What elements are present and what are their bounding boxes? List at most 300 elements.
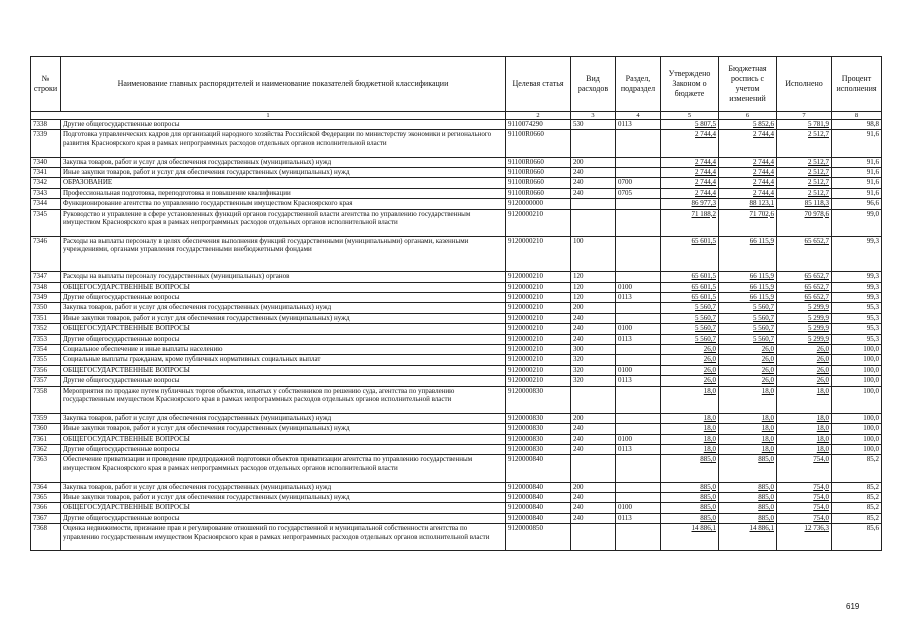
row-percent: 100,0 [832,434,882,444]
row-expense-type: 240 [571,334,616,344]
row-approved: 18,0 [661,444,719,454]
row-percent: 100,0 [832,386,882,413]
row-approved: 2 744,4 [661,130,719,157]
row-section: 0705 [616,188,661,198]
row-executed: 2 512,7 [777,130,832,157]
table-row [31,386,882,413]
row-approved: 5 560,7 [661,334,719,344]
row-section: 0113 [616,376,661,386]
row-percent: 91,6 [832,188,882,198]
row-executed: 5 299,9 [777,334,832,344]
row-expense-type: 320 [571,355,616,365]
row-approved: 885,0 [661,492,719,502]
column-number-row [31,112,882,120]
row-percent: 85,2 [832,503,882,513]
row-section [616,345,661,355]
table-row [31,313,882,323]
row-expense-type [571,524,616,551]
column-number: 2 [506,112,571,120]
row-budget-schedule: 18,0 [719,424,777,434]
table-row [31,355,882,365]
row-percent: 85,6 [832,524,882,551]
row-name: Иные закупки товаров, работ и услуг для обеспечения государственных (муниципальных) нужд [61,167,506,177]
table-row [31,199,882,209]
budget-table [30,56,882,551]
row-section [616,492,661,502]
row-target-article: 91100R0660 [506,130,571,157]
row-number: 7349 [31,293,61,303]
row-target-article: 9120000840 [506,513,571,523]
row-section [616,209,661,236]
column-number: 1 [31,112,506,120]
header-expense-type: Вид расходов [571,57,616,112]
row-number: 7361 [31,434,61,444]
row-section: 0113 [616,120,661,130]
row-name: Иные закупки товаров, работ и услуг для обеспечения государственных (муниципальных) нужд [61,424,506,434]
row-section: 0100 [616,434,661,444]
row-executed: 70 978,6 [777,209,832,236]
row-percent: 100,0 [832,345,882,355]
row-executed: 85 118,3 [777,199,832,209]
row-number: 7356 [31,365,61,375]
row-approved: 26,0 [661,376,719,386]
row-percent: 100,0 [832,424,882,434]
row-executed: 65 652,7 [777,272,832,282]
row-approved: 65 601,5 [661,293,719,303]
table-row [31,236,882,272]
row-percent: 99,0 [832,209,882,236]
row-percent: 100,0 [832,365,882,375]
row-target-article: 9120000210 [506,355,571,365]
row-number: 7353 [31,334,61,344]
row-executed: 18,0 [777,444,832,454]
row-approved: 26,0 [661,345,719,355]
row-expense-type: 240 [571,188,616,198]
row-approved: 885,0 [661,455,719,482]
row-section [616,236,661,272]
row-number: 7347 [31,272,61,282]
table-row [31,413,882,423]
table-row [31,120,882,130]
row-section [616,413,661,423]
row-number: 7368 [31,524,61,551]
row-expense-type [571,209,616,236]
row-target-article: 9120000850 [506,524,571,551]
table-row [31,282,882,292]
row-target-article: 9120000840 [506,455,571,482]
table-row [31,209,882,236]
row-name: Другие общегосударственные вопросы [61,513,506,523]
row-expense-type: 300 [571,345,616,355]
row-number: 7348 [31,282,61,292]
row-number: 7344 [31,199,61,209]
row-target-article: 9120000840 [506,503,571,513]
row-percent: 100,0 [832,376,882,386]
row-budget-schedule: 5 852,6 [719,120,777,130]
row-executed: 5 299,9 [777,324,832,334]
row-number: 7363 [31,455,61,482]
row-budget-schedule: 18,0 [719,434,777,444]
row-section [616,524,661,551]
row-number: 7338 [31,120,61,130]
row-target-article: 9110074290 [506,120,571,130]
row-budget-schedule: 5 560,7 [719,313,777,323]
table-row [31,492,882,502]
row-number: 7351 [31,313,61,323]
row-approved: 18,0 [661,434,719,444]
column-number: 7 [777,112,832,120]
row-target-article: 91100R0660 [506,178,571,188]
row-number: 7362 [31,444,61,454]
row-approved: 2 744,4 [661,178,719,188]
row-name: ОБЩЕГОСУДАРСТВЕННЫЕ ВОПРОСЫ [61,324,506,334]
row-executed: 18,0 [777,386,832,413]
row-section [616,424,661,434]
row-name: Закупка товаров, работ и услуг для обеспечения государственных (муниципальных) нужд [61,413,506,423]
row-target-article: 9120000000 [506,199,571,209]
row-budget-schedule: 71 702,6 [719,209,777,236]
row-name: Мероприятия по продаже путем публичных торгов объектов, изъятых у собственников по решению суда, агентства по управлению государственным имуществом Красноярского края в рамках непрограммных расходов отдельных органов исполнительной власти [61,386,506,413]
row-budget-schedule: 66 115,9 [719,236,777,272]
table-header-row [31,57,882,112]
row-number: 7341 [31,167,61,177]
row-expense-type: 320 [571,365,616,375]
row-section: 0700 [616,178,661,188]
row-number: 7358 [31,386,61,413]
table-row [31,334,882,344]
row-section: 0100 [616,365,661,375]
table-row [31,188,882,198]
row-target-article: 9120000210 [506,313,571,323]
table-row [31,130,882,157]
row-section: 0113 [616,513,661,523]
table-row [31,444,882,454]
row-budget-schedule: 885,0 [719,455,777,482]
row-name: Закупка товаров, работ и услуг для обеспечения государственных (муниципальных) нужд [61,303,506,313]
row-number: 7360 [31,424,61,434]
row-target-article: 9120000210 [506,345,571,355]
row-section: 0100 [616,282,661,292]
row-expense-type: 200 [571,303,616,313]
row-executed: 18,0 [777,424,832,434]
table-row [31,293,882,303]
row-executed: 26,0 [777,365,832,375]
row-executed: 2 512,7 [777,178,832,188]
row-budget-schedule: 66 115,9 [719,272,777,282]
row-target-article: 9120000210 [506,272,571,282]
row-budget-schedule: 26,0 [719,355,777,365]
row-approved: 2 744,4 [661,157,719,167]
row-section [616,199,661,209]
row-executed: 26,0 [777,345,832,355]
row-percent: 99,3 [832,282,882,292]
row-approved: 885,0 [661,482,719,492]
column-number: 6 [719,112,777,120]
row-expense-type: 240 [571,513,616,523]
table-row [31,324,882,334]
row-name: ОБЩЕГОСУДАРСТВЕННЫЕ ВОПРОСЫ [61,365,506,375]
row-percent: 98,8 [832,120,882,130]
row-executed: 18,0 [777,434,832,444]
row-budget-schedule: 885,0 [719,513,777,523]
row-name: ОБРАЗОВАНИЕ [61,178,506,188]
row-number: 7359 [31,413,61,423]
row-approved: 5 807,5 [661,120,719,130]
row-budget-schedule: 66 115,9 [719,282,777,292]
row-approved: 14 886,1 [661,524,719,551]
row-section: 0113 [616,444,661,454]
header-executed: Исполнено [777,57,832,112]
table-row [31,376,882,386]
table-row [31,503,882,513]
table-row [31,178,882,188]
row-section [616,157,661,167]
row-budget-schedule: 18,0 [719,413,777,423]
row-name: Закупка товаров, работ и услуг для обеспечения государственных (муниципальных) нужд [61,482,506,492]
row-target-article: 9120000840 [506,482,571,492]
header-section: Раздел, подраздел [616,57,661,112]
row-target-article: 91100R0660 [506,167,571,177]
row-name: Профессиональная подготовка, переподготовка и повышение квалификации [61,188,506,198]
row-percent: 95,3 [832,313,882,323]
header-name: Наименование главных распорядителей и наименование показателей бюджетной классификации [61,57,506,112]
row-name: Социальные выплаты гражданам, кроме публичных нормативных социальных выплат [61,355,506,365]
row-approved: 65 601,5 [661,236,719,272]
row-executed: 5 299,9 [777,303,832,313]
header-row-number: № строки [31,57,61,112]
row-target-article: 9120000830 [506,413,571,423]
row-executed: 26,0 [777,355,832,365]
row-target-article: 9120000210 [506,282,571,292]
row-executed: 65 652,7 [777,293,832,303]
row-budget-schedule: 2 744,4 [719,130,777,157]
table-row [31,272,882,282]
row-percent: 85,2 [832,492,882,502]
row-expense-type: 240 [571,313,616,323]
row-name: Иные закупки товаров, работ и услуг для обеспечения государственных (муниципальных) нужд [61,492,506,502]
row-executed: 18,0 [777,413,832,423]
row-name: Функционирование агентства по управлению государственным имуществом Красноярского края [61,199,506,209]
row-approved: 18,0 [661,386,719,413]
row-approved: 5 560,7 [661,313,719,323]
row-budget-schedule: 885,0 [719,492,777,502]
header-target-article: Целевая статья [506,57,571,112]
row-percent: 95,3 [832,303,882,313]
row-executed: 12 736,3 [777,524,832,551]
column-number: 4 [616,112,661,120]
row-budget-schedule: 26,0 [719,345,777,355]
row-section [616,482,661,492]
row-approved: 885,0 [661,503,719,513]
row-expense-type: 120 [571,272,616,282]
row-target-article: 9120000830 [506,386,571,413]
row-executed: 5 781,9 [777,120,832,130]
row-name: ОБЩЕГОСУДАРСТВЕННЫЕ ВОПРОСЫ [61,434,506,444]
row-expense-type: 240 [571,503,616,513]
row-executed: 754,0 [777,513,832,523]
row-section: 0100 [616,503,661,513]
table-row [31,524,882,551]
row-approved: 5 560,7 [661,303,719,313]
row-section [616,130,661,157]
row-section [616,167,661,177]
row-name: Расходы на выплаты персоналу государственных (муниципальных) органов [61,272,506,282]
row-percent: 96,6 [832,199,882,209]
row-approved: 5 560,7 [661,324,719,334]
row-section [616,386,661,413]
row-percent: 99,3 [832,272,882,282]
row-number: 7357 [31,376,61,386]
row-target-article: 9120000210 [506,376,571,386]
row-section: 0100 [616,324,661,334]
row-name: Оценка недвижимости, признание прав и регулирование отношений по государственной и муниципальной собственности агентства по управлению государственным имуществом Красноярского края в рамках непрограммных расходов отдельных органов исполнительной власти [61,524,506,551]
row-executed: 2 512,7 [777,188,832,198]
row-percent: 100,0 [832,444,882,454]
row-percent: 85,2 [832,455,882,482]
row-executed: 26,0 [777,376,832,386]
row-name: Другие общегосударственные вопросы [61,120,506,130]
row-number: 7350 [31,303,61,313]
row-budget-schedule: 26,0 [719,365,777,375]
row-target-article: 9120000210 [506,293,571,303]
row-expense-type: 200 [571,157,616,167]
row-target-article: 9120000830 [506,424,571,434]
row-expense-type: 100 [571,236,616,272]
row-approved: 885,0 [661,513,719,523]
row-percent: 91,6 [832,178,882,188]
row-expense-type: 240 [571,444,616,454]
row-section: 0113 [616,293,661,303]
row-number: 7345 [31,209,61,236]
row-executed: 754,0 [777,455,832,482]
row-number: 7365 [31,492,61,502]
row-percent: 95,3 [832,324,882,334]
row-number: 7352 [31,324,61,334]
row-approved: 2 744,4 [661,167,719,177]
row-number: 7364 [31,482,61,492]
row-section [616,272,661,282]
row-target-article: 9120000210 [506,209,571,236]
row-budget-schedule: 18,0 [719,444,777,454]
row-expense-type: 240 [571,167,616,177]
table-row [31,303,882,313]
row-expense-type: 240 [571,324,616,334]
row-target-article: 9120000210 [506,365,571,375]
row-number: 7343 [31,188,61,198]
row-expense-type: 320 [571,376,616,386]
row-executed: 754,0 [777,503,832,513]
row-executed: 2 512,7 [777,167,832,177]
row-section [616,303,661,313]
row-number: 7340 [31,157,61,167]
row-budget-schedule: 26,0 [719,376,777,386]
row-percent: 99,3 [832,236,882,272]
row-percent: 100,0 [832,355,882,365]
row-target-article: 9120000210 [506,236,571,272]
row-expense-type [571,130,616,157]
row-number: 7354 [31,345,61,355]
row-budget-schedule: 2 744,4 [719,167,777,177]
row-expense-type [571,455,616,482]
row-section [616,355,661,365]
row-name: ОБЩЕГОСУДАРСТВЕННЫЕ ВОПРОСЫ [61,503,506,513]
row-target-article: 9120000830 [506,434,571,444]
row-expense-type: 240 [571,434,616,444]
row-name: Другие общегосударственные вопросы [61,376,506,386]
table-row [31,365,882,375]
row-budget-schedule: 18,0 [719,386,777,413]
row-expense-type [571,199,616,209]
row-number: 7342 [31,178,61,188]
table-row [31,167,882,177]
table-body [31,120,882,551]
row-budget-schedule: 885,0 [719,482,777,492]
table-row [31,345,882,355]
row-approved: 26,0 [661,355,719,365]
row-name: Обеспечение приватизации и проведение предпродажной подготовки объектов приватизации агентства по управлению государственным имуществом Красноярского края в рамках непрограммных расходов отдельных органов исполнительной власти [61,455,506,482]
row-percent: 100,0 [832,413,882,423]
page-number: 619 [846,602,860,611]
row-target-article: 9120000210 [506,334,571,344]
row-budget-schedule: 5 560,7 [719,303,777,313]
row-name: Закупка товаров, работ и услуг для обеспечения государственных (муниципальных) нужд [61,157,506,167]
row-number: 7355 [31,355,61,365]
row-name: ОБЩЕГОСУДАРСТВЕННЫЕ ВОПРОСЫ [61,282,506,292]
row-target-article: 9120000210 [506,303,571,313]
row-target-article: 91100R0660 [506,188,571,198]
row-expense-type: 240 [571,424,616,434]
row-section [616,455,661,482]
table-row [31,513,882,523]
row-approved: 65 601,5 [661,282,719,292]
row-budget-schedule: 66 115,9 [719,293,777,303]
row-name: Другие общегосударственные вопросы [61,293,506,303]
row-executed: 754,0 [777,492,832,502]
row-executed: 65 652,7 [777,236,832,272]
row-expense-type: 200 [571,482,616,492]
row-percent: 91,6 [832,130,882,157]
row-name: Иные закупки товаров, работ и услуг для обеспечения государственных (муниципальных) нужд [61,313,506,323]
table-row [31,424,882,434]
header-percent: Процент исполнения [832,57,882,112]
row-number: 7367 [31,513,61,523]
row-number: 7339 [31,130,61,157]
row-approved: 65 601,5 [661,272,719,282]
row-budget-schedule: 885,0 [719,503,777,513]
budget-report-sheet [30,56,882,551]
row-approved: 2 744,4 [661,188,719,198]
row-percent: 95,3 [832,334,882,344]
row-executed: 65 652,7 [777,282,832,292]
row-name: Другие общегосударственные вопросы [61,334,506,344]
row-budget-schedule: 2 744,4 [719,178,777,188]
row-percent: 85,2 [832,482,882,492]
row-percent: 91,6 [832,157,882,167]
row-budget-schedule: 88 123,1 [719,199,777,209]
row-expense-type: 120 [571,293,616,303]
row-name: Расходы на выплаты персоналу в целях обеспечения выполнения функций государственными (муниципальными) органами, казенными учреждениями, органами управления государственными внебюджетными фондами [61,236,506,272]
row-executed: 2 512,7 [777,157,832,167]
row-executed: 754,0 [777,482,832,492]
header-budget-schedule: Бюджетная роспись с учетом изменений [719,57,777,112]
row-budget-schedule: 2 744,4 [719,188,777,198]
table-row [31,434,882,444]
row-expense-type: 530 [571,120,616,130]
row-target-article: 91100R0660 [506,157,571,167]
row-expense-type: 120 [571,282,616,292]
row-expense-type: 240 [571,178,616,188]
row-approved: 71 188,2 [661,209,719,236]
